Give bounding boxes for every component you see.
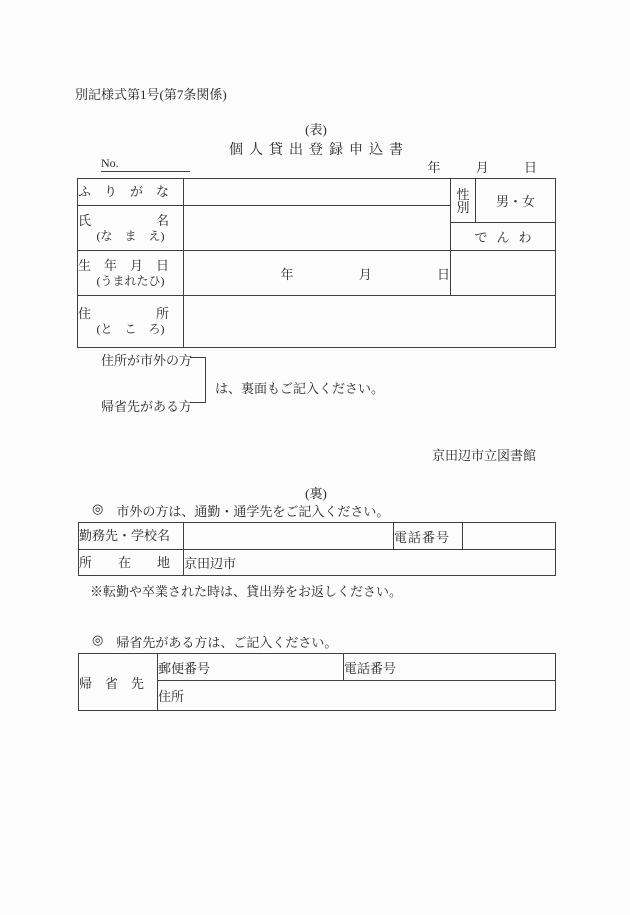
birth-year-label: 年 [280,266,294,282]
table-row [79,654,556,681]
workplace-input-cell[interactable] [184,523,394,550]
application-date-line [77,157,537,176]
name-input-cell[interactable] [184,206,451,251]
homecoming-label: 帰 省 先 [79,654,158,711]
birthdate-label: 生 年 月 日 (うまれたひ) [78,251,184,296]
applicant-info-table [77,178,556,348]
postal-code-input-cell[interactable] [158,654,344,681]
workplace-phone-label: 電話番号 [394,523,463,550]
phone-label: でんわ [451,223,556,251]
workplace-label: 勤務先・学校名 [79,523,184,550]
heading-mark: ◎ [92,501,104,516]
sex-options-cell[interactable]: 男・女 [476,179,556,223]
location-label: 所 在 地 [79,550,184,576]
table-row [78,296,556,348]
homecoming-address-label: 住所 [158,689,185,704]
date-month-label: 月 [475,160,489,175]
bracket-shape [190,357,206,403]
sex-label: 性別 [451,179,476,223]
postal-code-label: 郵便番号 [158,660,211,676]
no-label: No. [101,156,119,170]
homecoming-phone-label: 電話番号 [344,660,397,676]
heading-mark: ◎ [92,632,104,647]
homecoming-section-heading [92,632,337,651]
table-row [78,179,556,206]
note-suffix: は、裏面もご記入ください。 [215,381,385,396]
date-year-label: 年 [427,160,441,175]
table-row [79,550,556,576]
card-return-note: ※転勤や卒業された時は、貸出券をお返しください。 [90,584,403,599]
address-label: 住 所 (と こ ろ) [78,296,184,348]
birth-month-label: 月 [358,266,372,282]
workplace-table [78,522,556,576]
birth-day-label: 日 [436,266,450,282]
homecoming-table [78,653,556,711]
name-label: 氏 名 (な ま え) [78,206,184,251]
table-row [79,523,556,550]
location-prefill: 京田辺市 [184,556,237,571]
phone-input-cell[interactable] [451,251,556,296]
note-homecoming: 帰省先がある方 [101,399,193,414]
address-input-cell[interactable] [184,296,556,348]
location-input-cell[interactable] [184,550,556,576]
front-side-label: (表) [305,122,327,137]
table-row [78,251,556,296]
note-out-of-city: 住所が市外の方 [101,353,193,368]
workplace-phone-input-cell[interactable] [463,523,556,550]
furigana-label: ふ り が な [78,179,184,206]
back-side-label: (裏) [305,486,327,501]
furigana-input-cell[interactable] [184,179,451,206]
form-title: 個人貸出登録申込書 [229,143,409,158]
homecoming-address-input-cell[interactable] [158,681,556,711]
heading-text: 帰省先がある方は、ご記入ください。 [116,635,338,650]
form-style-note: 別記様式第1号(第7条関係) [75,87,227,102]
birthdate-input-cell[interactable] [184,251,451,296]
library-name: 京田辺市立図書館 [432,448,537,463]
heading-text: 市外の方は、通勤・通学先をご記入ください。 [116,504,390,519]
commute-section-heading [92,501,389,520]
homecoming-phone-input-cell[interactable] [344,654,556,681]
date-day-label: 日 [523,160,537,175]
